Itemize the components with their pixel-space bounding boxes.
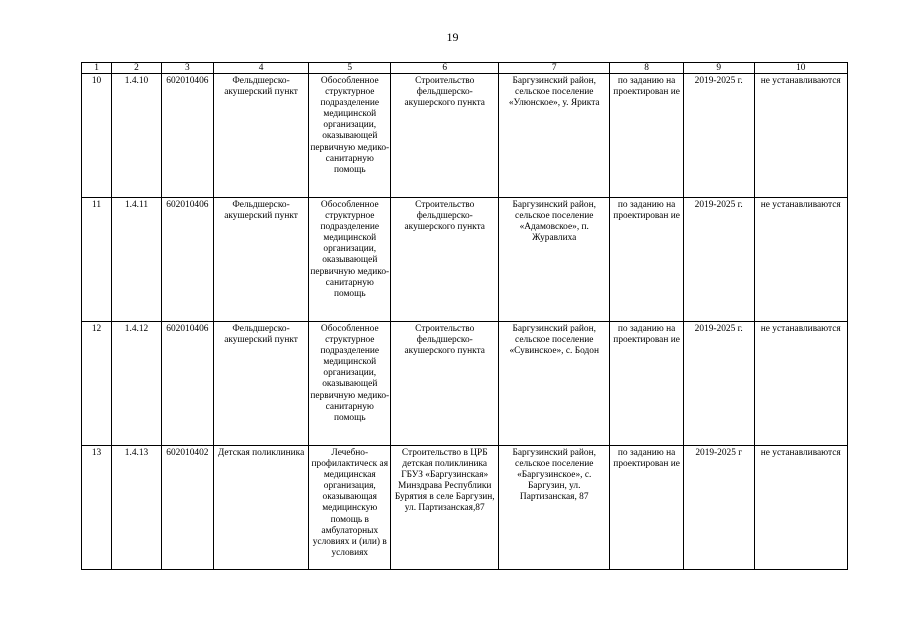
table-row bbox=[82, 198, 848, 322]
cell-zones: не устанавливаются bbox=[754, 322, 847, 446]
cell-id: 602010406 bbox=[161, 74, 213, 198]
cell-number: 11 bbox=[82, 198, 112, 322]
column-header: 5 bbox=[309, 63, 391, 74]
cell-code: 1.4.10 bbox=[112, 74, 162, 198]
column-header: 6 bbox=[391, 63, 499, 74]
cell-capacity: по заданию на проектирован ие bbox=[610, 446, 684, 570]
cell-period: 2019-2025 г. bbox=[683, 322, 754, 446]
cell-purpose: Обособленное структурное подразделение медицинской организации, оказывающей первичную медико-санитарную помощь bbox=[309, 198, 391, 322]
column-header: 8 bbox=[610, 63, 684, 74]
cell-code: 1.4.11 bbox=[112, 198, 162, 322]
cell-period: 2019-2025 г. bbox=[683, 198, 754, 322]
cell-zones: не устанавливаются bbox=[754, 446, 847, 570]
cell-object: Фельдшерско-акушерский пункт bbox=[213, 198, 308, 322]
cell-code: 1.4.13 bbox=[112, 446, 162, 570]
cell-capacity: по заданию на проектирован ие bbox=[610, 322, 684, 446]
cell-id: 602010406 bbox=[161, 198, 213, 322]
cell-location: Баргузинский район, сельское поселение «Адамовское», п. Журавлиха bbox=[499, 198, 610, 322]
cell-number: 10 bbox=[82, 74, 112, 198]
cell-action: Строительство фельдшерско-акушерского пункта bbox=[391, 198, 499, 322]
column-header: 1 bbox=[82, 63, 112, 74]
cell-object: Фельдшерско-акушерский пункт bbox=[213, 322, 308, 446]
cell-period: 2019-2025 г. bbox=[683, 74, 754, 198]
cell-zones: не устанавливаются bbox=[754, 198, 847, 322]
cell-number: 13 bbox=[82, 446, 112, 570]
cell-period: 2019-2025 г bbox=[683, 446, 754, 570]
table-row bbox=[82, 322, 848, 446]
cell-object: Детская поликлиника bbox=[213, 446, 308, 570]
table-row bbox=[82, 74, 848, 198]
cell-object: Фельдшерско-акушерский пункт bbox=[213, 74, 308, 198]
column-header: 10 bbox=[754, 63, 847, 74]
table-header-row bbox=[82, 63, 848, 74]
table-row bbox=[82, 446, 848, 570]
column-header: 7 bbox=[499, 63, 610, 74]
cell-purpose: Обособленное структурное подразделение медицинской организации, оказывающей первичную медико-санитарную помощь bbox=[309, 74, 391, 198]
cell-capacity: по заданию на проектирован ие bbox=[610, 74, 684, 198]
column-header: 9 bbox=[683, 63, 754, 74]
cell-zones: не устанавливаются bbox=[754, 74, 847, 198]
cell-action: Строительство фельдшерско-акушерского пункта bbox=[391, 74, 499, 198]
planned-objects-table bbox=[81, 62, 848, 570]
cell-capacity: по заданию на проектирован ие bbox=[610, 198, 684, 322]
cell-purpose: Лечебно-профилактическ ая медицинская организация, оказывающая медицинскую помощь в амбулаторных условиях и (или) в условиях bbox=[309, 446, 391, 570]
cell-action: Строительство в ЦРБ детская поликлиника ГБУЗ «Баргузинская» Минздрава Республики Бурятия в селе Баргузин, ул. Партизанская,87 bbox=[391, 446, 499, 570]
cell-number: 12 bbox=[82, 322, 112, 446]
cell-code: 1.4.12 bbox=[112, 322, 162, 446]
column-header: 3 bbox=[161, 63, 213, 74]
cell-action: Строительство фельдшерско-акушерского пункта bbox=[391, 322, 499, 446]
column-header: 2 bbox=[112, 63, 162, 74]
cell-location: Баргузинский район, сельское поселение «Улюнское», у. Ярикта bbox=[499, 74, 610, 198]
cell-location: Баргузинский район, сельское поселение «Сувинское», с. Бодон bbox=[499, 322, 610, 446]
cell-purpose: Обособленное структурное подразделение медицинской организации, оказывающей первичную медико-санитарную помощь bbox=[309, 322, 391, 446]
cell-id: 602010406 bbox=[161, 322, 213, 446]
column-header: 4 bbox=[213, 63, 308, 74]
cell-id: 602010402 bbox=[161, 446, 213, 570]
page-number: 19 bbox=[446, 30, 459, 44]
cell-location: Баргузинский район, сельское поселение «Баргузинское», с. Баргузин, ул. Партизанская, 87 bbox=[499, 446, 610, 570]
